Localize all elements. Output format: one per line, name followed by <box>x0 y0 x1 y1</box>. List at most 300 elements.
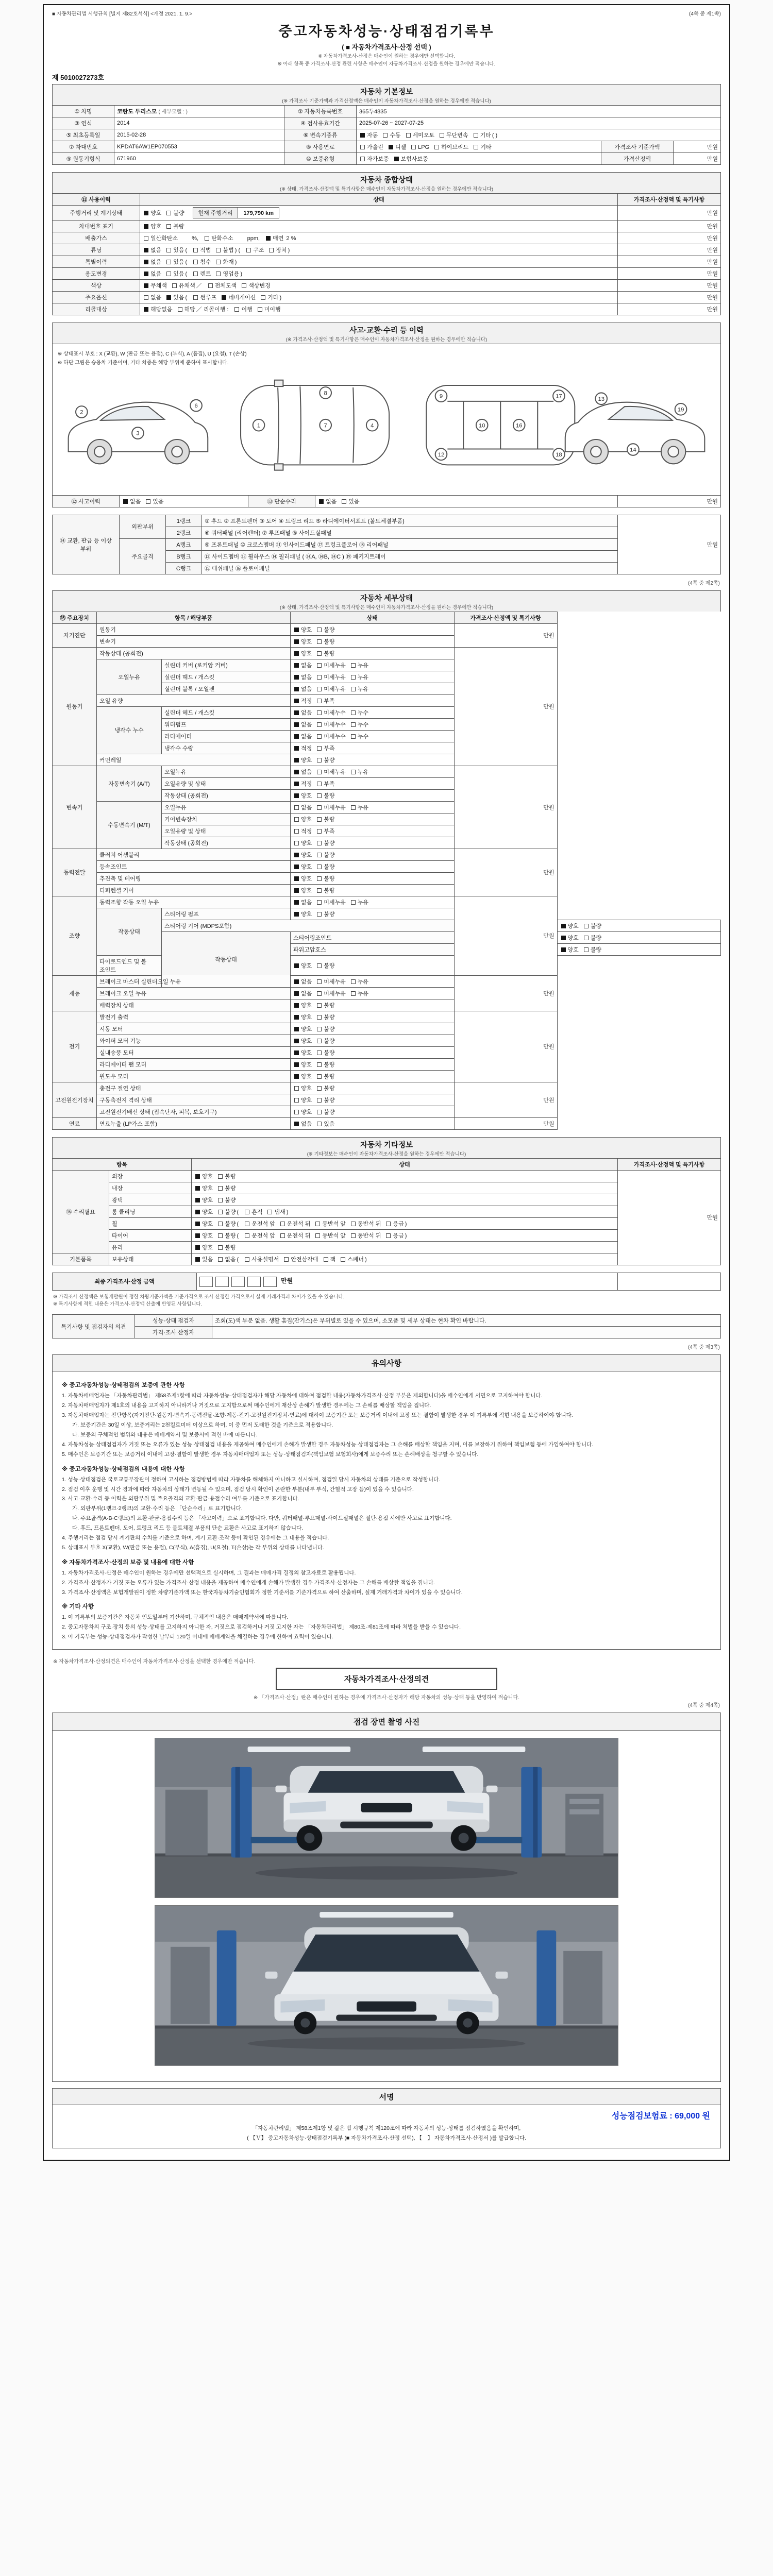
checkbox-icon[interactable] <box>294 805 299 810</box>
checkbox-icon[interactable] <box>351 1222 356 1226</box>
checkbox-icon[interactable] <box>317 817 322 822</box>
checkbox-icon[interactable] <box>280 1222 285 1226</box>
checkbox-option[interactable] <box>203 283 237 289</box>
checkbox-option[interactable] <box>312 757 334 764</box>
checkbox-option[interactable] <box>318 499 337 505</box>
checkbox-icon[interactable] <box>317 710 322 715</box>
checkbox-option[interactable] <box>293 781 312 787</box>
checkbox-option[interactable] <box>381 1233 404 1239</box>
checkbox-icon[interactable] <box>386 1222 391 1226</box>
checkbox-icon[interactable] <box>294 817 299 822</box>
checkbox-icon[interactable] <box>351 805 356 810</box>
checkbox-checked-icon[interactable] <box>294 1062 299 1067</box>
checkbox-option[interactable] <box>213 1209 236 1215</box>
checkbox-option[interactable] <box>194 1245 213 1251</box>
checkbox-option[interactable] <box>240 1257 279 1263</box>
checkbox-option[interactable] <box>213 1245 236 1251</box>
checkbox-icon[interactable] <box>411 145 416 149</box>
checkbox-icon[interactable] <box>269 248 274 252</box>
checkbox-icon[interactable] <box>351 675 356 680</box>
checkbox-option[interactable] <box>264 247 287 253</box>
checkbox-option[interactable] <box>312 1038 334 1044</box>
checkbox-icon[interactable] <box>245 1233 249 1238</box>
checkbox-icon[interactable] <box>351 663 356 668</box>
checkbox-checked-icon[interactable] <box>195 1233 200 1238</box>
checkbox-icon[interactable] <box>205 236 209 241</box>
checkbox-checked-icon[interactable] <box>561 924 566 928</box>
checkbox-option[interactable] <box>293 722 312 728</box>
checkbox-icon[interactable] <box>317 841 322 845</box>
checkbox-option[interactable] <box>293 1003 312 1009</box>
checkbox-option[interactable] <box>293 963 312 969</box>
checkbox-option[interactable] <box>213 1185 236 1192</box>
checkbox-checked-icon[interactable] <box>144 272 148 276</box>
checkbox-option[interactable] <box>312 1062 334 1068</box>
checkbox-checked-icon[interactable] <box>195 1198 200 1202</box>
checkbox-option[interactable] <box>312 991 346 997</box>
checkbox-checked-icon[interactable] <box>294 687 299 691</box>
checkbox-option[interactable] <box>312 639 334 645</box>
checkbox-option[interactable] <box>293 1097 312 1104</box>
checkbox-option[interactable] <box>312 1074 334 1080</box>
checkbox-checked-icon[interactable] <box>294 979 299 984</box>
checkbox-icon[interactable] <box>584 947 589 952</box>
checkbox-icon[interactable] <box>342 499 346 504</box>
checkbox-checked-icon[interactable] <box>360 133 365 138</box>
checkbox-checked-icon[interactable] <box>294 639 299 644</box>
checkbox-icon[interactable] <box>218 1198 223 1202</box>
checkbox-checked-icon[interactable] <box>294 758 299 762</box>
checkbox-option[interactable] <box>293 852 312 858</box>
checkbox-icon[interactable] <box>144 236 148 241</box>
checkbox-option[interactable] <box>293 663 312 669</box>
checkbox-option[interactable] <box>143 224 161 230</box>
checkbox-icon[interactable] <box>166 248 171 252</box>
checkbox-option[interactable] <box>312 888 334 894</box>
checkbox-option[interactable] <box>312 1097 334 1104</box>
checkbox-option[interactable] <box>381 1221 404 1227</box>
checkbox-checked-icon[interactable] <box>294 1050 299 1055</box>
checkbox-icon[interactable] <box>351 979 356 984</box>
checkbox-option[interactable] <box>312 900 346 906</box>
checkbox-option[interactable] <box>122 499 141 505</box>
checkbox-option[interactable] <box>185 259 211 265</box>
checkbox-icon[interactable] <box>324 1257 328 1262</box>
checkbox-icon[interactable] <box>383 133 388 138</box>
checkbox-icon[interactable] <box>317 991 322 996</box>
checkbox-checked-icon[interactable] <box>294 734 299 739</box>
checkbox-checked-icon[interactable] <box>294 963 299 968</box>
checkbox-option[interactable] <box>378 132 400 139</box>
checkbox-checked-icon[interactable] <box>294 900 299 905</box>
checkbox-icon[interactable] <box>284 1257 289 1262</box>
checkbox-option[interactable] <box>293 627 312 633</box>
checkbox-option[interactable] <box>293 900 312 906</box>
checkbox-icon[interactable] <box>351 722 356 727</box>
checkbox-option[interactable] <box>194 1209 213 1215</box>
checkbox-icon[interactable] <box>317 979 322 984</box>
checkbox-icon[interactable] <box>317 853 322 857</box>
checkbox-option[interactable] <box>312 745 334 752</box>
checkbox-option[interactable] <box>293 1086 312 1092</box>
checkbox-option[interactable] <box>143 307 173 313</box>
checkbox-icon[interactable] <box>315 1233 320 1238</box>
checkbox-option[interactable] <box>312 805 346 811</box>
checkbox-icon[interactable] <box>317 782 322 786</box>
checkbox-option[interactable] <box>141 499 163 505</box>
checkbox-option[interactable] <box>468 132 491 139</box>
checkbox-option[interactable] <box>401 132 435 139</box>
checkbox-option[interactable] <box>173 307 195 313</box>
checkbox-icon[interactable] <box>317 1039 322 1043</box>
checkbox-icon[interactable] <box>216 260 221 264</box>
checkbox-icon[interactable] <box>317 865 322 869</box>
checkbox-option[interactable] <box>312 1109 334 1115</box>
checkbox-icon[interactable] <box>317 1062 322 1067</box>
checkbox-option[interactable] <box>312 1014 334 1021</box>
checkbox-option[interactable] <box>312 674 346 681</box>
checkbox-option[interactable] <box>346 734 368 740</box>
checkbox-checked-icon[interactable] <box>266 236 271 241</box>
checkbox-checked-icon[interactable] <box>294 1003 299 1008</box>
checkbox-icon[interactable] <box>258 307 262 312</box>
checkbox-icon[interactable] <box>294 1110 299 1114</box>
checkbox-option[interactable] <box>240 1209 262 1215</box>
checkbox-icon[interactable] <box>146 499 150 504</box>
checkbox-option[interactable] <box>312 840 334 846</box>
checkbox-option[interactable] <box>312 734 346 740</box>
checkbox-option[interactable] <box>293 1062 312 1068</box>
checkbox-icon[interactable] <box>178 307 182 312</box>
checkbox-option[interactable] <box>429 144 468 150</box>
checkbox-option[interactable] <box>312 864 334 870</box>
checkbox-icon[interactable] <box>317 734 322 739</box>
checkbox-checked-icon[interactable] <box>561 947 566 952</box>
checkbox-icon[interactable] <box>280 1233 285 1238</box>
checkbox-option[interactable] <box>213 1233 236 1239</box>
checkbox-option[interactable] <box>560 923 579 929</box>
checkbox-icon[interactable] <box>440 133 444 138</box>
checkbox-checked-icon[interactable] <box>144 260 148 264</box>
checkbox-icon[interactable] <box>144 295 148 300</box>
checkbox-icon[interactable] <box>351 734 356 739</box>
checkbox-checked-icon[interactable] <box>195 1186 200 1191</box>
checkbox-option[interactable] <box>229 307 252 313</box>
checkbox-checked-icon[interactable] <box>123 499 128 504</box>
checkbox-option[interactable] <box>359 132 378 139</box>
checkbox-option[interactable] <box>161 271 184 277</box>
checkbox-option[interactable] <box>293 840 312 846</box>
checkbox-option[interactable] <box>194 1197 213 1204</box>
checkbox-icon[interactable] <box>317 1122 322 1126</box>
checkbox-checked-icon[interactable] <box>294 770 299 774</box>
checkbox-option[interactable] <box>312 698 334 704</box>
checkbox-option[interactable] <box>293 817 312 823</box>
checkbox-icon[interactable] <box>406 133 411 138</box>
checkbox-option[interactable] <box>312 686 346 692</box>
checkbox-icon[interactable] <box>341 1257 345 1262</box>
checkbox-icon[interactable] <box>317 1086 322 1091</box>
checkbox-icon[interactable] <box>360 157 365 161</box>
checkbox-option[interactable] <box>312 979 346 985</box>
checkbox-option[interactable] <box>213 1221 236 1227</box>
checkbox-icon[interactable] <box>351 1233 356 1238</box>
checkbox-option[interactable] <box>346 979 368 985</box>
checkbox-option[interactable] <box>143 271 161 277</box>
checkbox-checked-icon[interactable] <box>195 1174 200 1179</box>
checkbox-option[interactable] <box>293 1121 312 1127</box>
checkbox-checked-icon[interactable] <box>294 853 299 857</box>
checkbox-icon[interactable] <box>317 805 322 810</box>
checkbox-option[interactable] <box>312 852 334 858</box>
checkbox-option[interactable] <box>293 651 312 657</box>
checkbox-option[interactable] <box>312 769 346 775</box>
checkbox-option[interactable] <box>312 663 346 669</box>
checkbox-icon[interactable] <box>474 145 478 149</box>
checkbox-option[interactable] <box>143 259 161 265</box>
checkbox-checked-icon[interactable] <box>294 888 299 893</box>
checkbox-icon[interactable] <box>218 1257 223 1262</box>
checkbox-icon[interactable] <box>216 272 221 276</box>
checkbox-icon[interactable] <box>267 1210 272 1214</box>
checkbox-option[interactable] <box>293 828 312 835</box>
checkbox-checked-icon[interactable] <box>294 746 299 751</box>
checkbox-checked-icon[interactable] <box>561 936 566 940</box>
checkbox-icon[interactable] <box>584 936 589 940</box>
checkbox-option[interactable] <box>310 1233 346 1239</box>
checkbox-option[interactable] <box>279 1257 318 1263</box>
checkbox-checked-icon[interactable] <box>144 224 148 229</box>
checkbox-option[interactable] <box>346 686 368 692</box>
checkbox-checked-icon[interactable] <box>294 675 299 680</box>
checkbox-icon[interactable] <box>317 829 322 834</box>
checkbox-option[interactable] <box>312 1050 334 1056</box>
checkbox-checked-icon[interactable] <box>294 1027 299 1031</box>
checkbox-option[interactable] <box>293 1050 312 1056</box>
checkbox-checked-icon[interactable] <box>166 295 171 300</box>
checkbox-option[interactable] <box>293 639 312 645</box>
checkbox-option[interactable] <box>275 1221 311 1227</box>
checkbox-option[interactable] <box>293 734 312 740</box>
checkbox-icon[interactable] <box>317 687 322 691</box>
checkbox-option[interactable] <box>161 295 184 301</box>
checkbox-icon[interactable] <box>317 900 322 905</box>
checkbox-checked-icon[interactable] <box>319 499 324 504</box>
checkbox-option[interactable] <box>293 769 312 775</box>
checkbox-option[interactable] <box>346 769 368 775</box>
checkbox-icon[interactable] <box>351 991 356 996</box>
checkbox-icon[interactable] <box>317 758 322 762</box>
checkbox-option[interactable] <box>167 283 195 289</box>
checkbox-option[interactable] <box>346 663 368 669</box>
checkbox-icon[interactable] <box>317 1110 322 1114</box>
checkbox-option[interactable] <box>194 1185 213 1192</box>
checkbox-option[interactable] <box>383 144 406 150</box>
checkbox-checked-icon[interactable] <box>195 1210 200 1214</box>
checkbox-option[interactable] <box>199 235 233 242</box>
checkbox-option[interactable] <box>240 1233 275 1239</box>
checkbox-option[interactable] <box>389 156 428 162</box>
checkbox-option[interactable] <box>161 259 184 265</box>
checkbox-icon[interactable] <box>245 1222 249 1226</box>
checkbox-option[interactable] <box>312 793 334 799</box>
checkbox-option[interactable] <box>312 817 334 823</box>
checkbox-icon[interactable] <box>584 924 589 928</box>
checkbox-option[interactable] <box>312 722 346 728</box>
checkbox-option[interactable] <box>293 1109 312 1115</box>
checkbox-option[interactable] <box>312 1086 334 1092</box>
checkbox-option[interactable] <box>161 247 184 253</box>
checkbox-option[interactable] <box>312 651 334 657</box>
checkbox-option[interactable] <box>261 235 283 242</box>
checkbox-icon[interactable] <box>317 699 322 703</box>
checkbox-icon[interactable] <box>351 687 356 691</box>
checkbox-option[interactable] <box>346 805 368 811</box>
checkbox-icon[interactable] <box>208 283 213 288</box>
checkbox-option[interactable] <box>293 1014 312 1021</box>
checkbox-option[interactable] <box>293 745 312 752</box>
checkbox-checked-icon[interactable] <box>394 157 399 161</box>
checkbox-option[interactable] <box>143 235 178 242</box>
checkbox-icon[interactable] <box>360 145 365 149</box>
checkbox-icon[interactable] <box>317 722 322 727</box>
checkbox-icon[interactable] <box>317 651 322 656</box>
checkbox-checked-icon[interactable] <box>389 145 393 149</box>
checkbox-option[interactable] <box>293 911 312 918</box>
checkbox-checked-icon[interactable] <box>294 865 299 869</box>
checkbox-icon[interactable] <box>317 639 322 644</box>
checkbox-option[interactable] <box>560 947 579 953</box>
checkbox-option[interactable] <box>194 1174 213 1180</box>
checkbox-icon[interactable] <box>317 1098 322 1103</box>
checkbox-icon[interactable] <box>294 1098 299 1103</box>
checkbox-option[interactable] <box>318 1257 336 1263</box>
checkbox-option[interactable] <box>337 499 359 505</box>
checkbox-icon[interactable] <box>166 224 171 229</box>
checkbox-checked-icon[interactable] <box>195 1222 200 1226</box>
checkbox-option[interactable] <box>312 1121 334 1127</box>
checkbox-option[interactable] <box>293 674 312 681</box>
checkbox-option[interactable] <box>406 144 429 150</box>
checkbox-icon[interactable] <box>317 1003 322 1008</box>
checkbox-icon[interactable] <box>315 1222 320 1226</box>
checkbox-option[interactable] <box>293 793 312 799</box>
checkbox-icon[interactable] <box>317 1015 322 1020</box>
checkbox-option[interactable] <box>293 757 312 764</box>
checkbox-option[interactable] <box>579 947 601 953</box>
checkbox-icon[interactable] <box>294 841 299 845</box>
checkbox-icon[interactable] <box>317 770 322 774</box>
checkbox-icon[interactable] <box>242 283 246 288</box>
checkbox-option[interactable] <box>161 224 184 230</box>
checkbox-option[interactable] <box>213 1257 236 1263</box>
checkbox-checked-icon[interactable] <box>294 782 299 786</box>
checkbox-option[interactable] <box>161 210 184 216</box>
checkbox-icon[interactable] <box>234 307 239 312</box>
checkbox-icon[interactable] <box>317 675 322 680</box>
checkbox-option[interactable] <box>312 1003 334 1009</box>
checkbox-option[interactable] <box>185 247 211 253</box>
checkbox-option[interactable] <box>346 710 368 716</box>
checkbox-icon[interactable] <box>317 963 322 968</box>
checkbox-icon[interactable] <box>317 746 322 751</box>
checkbox-option[interactable] <box>293 888 312 894</box>
checkbox-checked-icon[interactable] <box>294 1122 299 1126</box>
checkbox-option[interactable] <box>211 259 233 265</box>
checkbox-option[interactable] <box>241 247 264 253</box>
checkbox-option[interactable] <box>293 864 312 870</box>
checkbox-checked-icon[interactable] <box>144 283 148 288</box>
checkbox-icon[interactable] <box>216 248 221 252</box>
checkbox-checked-icon[interactable] <box>144 307 148 312</box>
checkbox-option[interactable] <box>346 991 368 997</box>
checkbox-checked-icon[interactable] <box>222 295 226 300</box>
checkbox-option[interactable] <box>143 283 167 289</box>
checkbox-checked-icon[interactable] <box>294 876 299 881</box>
checkbox-option[interactable] <box>579 935 601 941</box>
checkbox-icon[interactable] <box>166 211 171 215</box>
checkbox-icon[interactable] <box>218 1233 223 1238</box>
checkbox-checked-icon[interactable] <box>144 248 148 252</box>
checkbox-icon[interactable] <box>193 272 198 276</box>
checkbox-checked-icon[interactable] <box>294 1039 299 1043</box>
checkbox-checked-icon[interactable] <box>195 1257 200 1262</box>
checkbox-icon[interactable] <box>193 248 198 252</box>
checkbox-icon[interactable] <box>317 1027 322 1031</box>
checkbox-option[interactable] <box>346 1221 381 1227</box>
checkbox-checked-icon[interactable] <box>294 651 299 656</box>
checkbox-option[interactable] <box>293 876 312 882</box>
checkbox-icon[interactable] <box>193 295 198 300</box>
checkbox-icon[interactable] <box>261 295 265 300</box>
checkbox-option[interactable] <box>434 132 468 139</box>
checkbox-icon[interactable] <box>193 260 198 264</box>
checkbox-option[interactable] <box>256 295 278 301</box>
checkbox-icon[interactable] <box>434 145 439 149</box>
checkbox-checked-icon[interactable] <box>294 699 299 703</box>
checkbox-icon[interactable] <box>218 1174 223 1179</box>
checkbox-option[interactable] <box>213 1197 236 1204</box>
checkbox-option[interactable] <box>359 144 383 150</box>
checkbox-checked-icon[interactable] <box>195 1245 200 1250</box>
checkbox-checked-icon[interactable] <box>294 991 299 996</box>
checkbox-icon[interactable] <box>245 1210 249 1214</box>
checkbox-option[interactable] <box>293 979 312 985</box>
checkbox-checked-icon[interactable] <box>294 628 299 632</box>
checkbox-option[interactable] <box>275 1233 311 1239</box>
checkbox-icon[interactable] <box>317 663 322 668</box>
checkbox-icon[interactable] <box>317 876 322 881</box>
checkbox-option[interactable] <box>211 271 239 277</box>
checkbox-checked-icon[interactable] <box>144 211 148 215</box>
checkbox-option[interactable] <box>312 1026 334 1032</box>
checkbox-option[interactable] <box>293 1026 312 1032</box>
checkbox-icon[interactable] <box>386 1233 391 1238</box>
checkbox-option[interactable] <box>346 900 368 906</box>
checkbox-option[interactable] <box>359 156 389 162</box>
checkbox-option[interactable] <box>346 1233 381 1239</box>
checkbox-option[interactable] <box>211 247 233 253</box>
checkbox-icon[interactable] <box>474 133 478 138</box>
checkbox-icon[interactable] <box>317 1074 322 1079</box>
checkbox-icon[interactable] <box>294 1086 299 1091</box>
checkbox-icon[interactable] <box>317 912 322 917</box>
checkbox-icon[interactable] <box>218 1186 223 1191</box>
checkbox-option[interactable] <box>310 1221 346 1227</box>
checkbox-icon[interactable] <box>218 1245 223 1250</box>
checkbox-option[interactable] <box>312 828 334 835</box>
checkbox-option[interactable] <box>253 307 281 313</box>
